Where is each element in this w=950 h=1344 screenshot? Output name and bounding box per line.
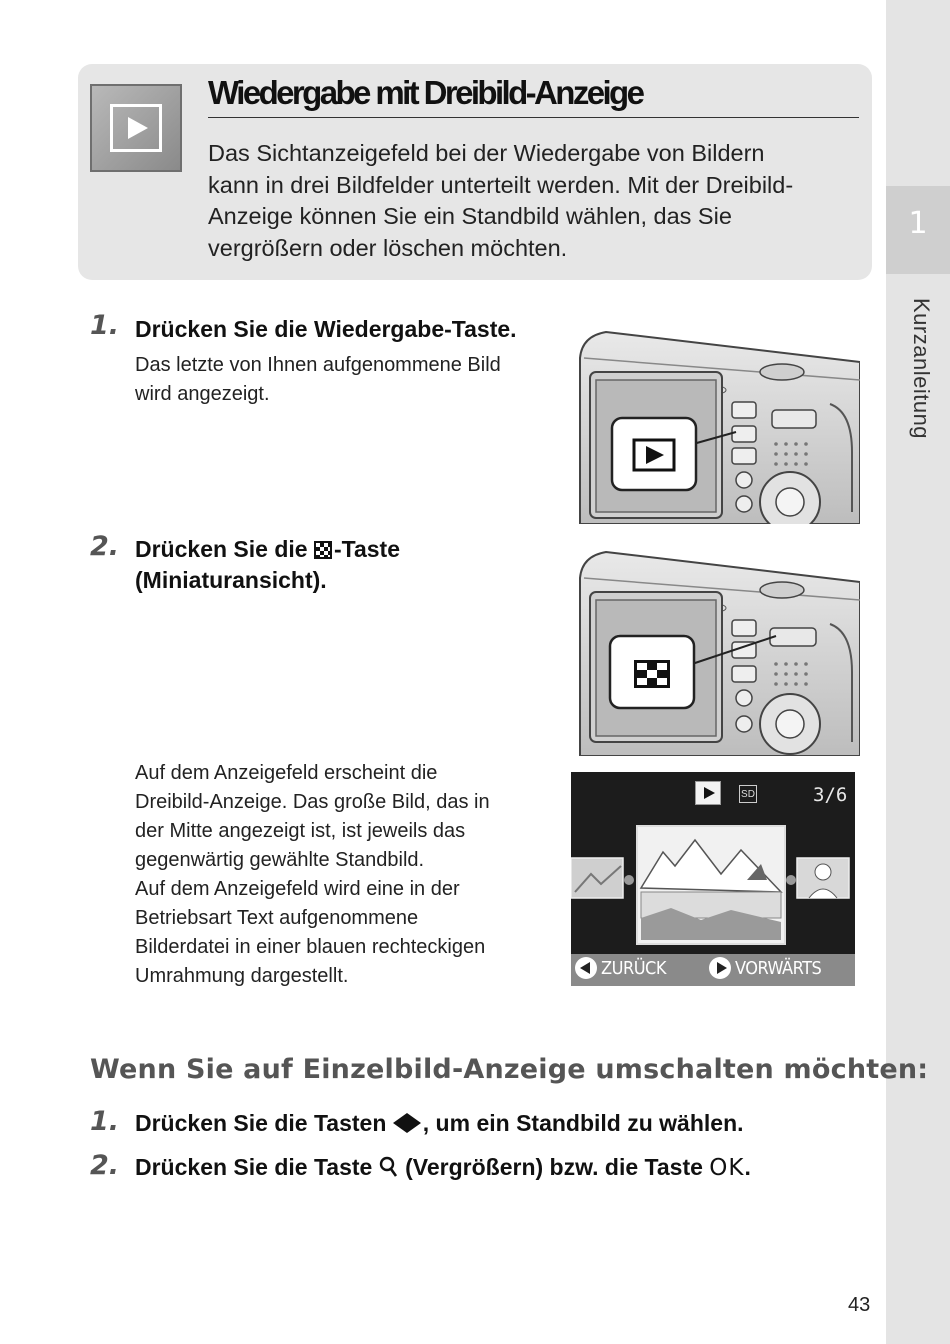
substep-2-mid: (Vergrößern) bzw. die Taste <box>398 1154 710 1180</box>
intro-text <box>208 138 858 264</box>
camera-illustration-thumbnail-button <box>576 542 860 756</box>
three-frame-screen <box>571 772 855 986</box>
intro-line: Anzeige können Sie ein Standbild wählen, das Sie <box>208 203 732 229</box>
page-title: Wiedergabe mit Dreibild-Anzeige <box>208 74 643 111</box>
chapter-label <box>880 298 950 458</box>
ok-key-label: OK <box>709 1155 745 1181</box>
step-2-line: Betriebsart Text aufgenommene <box>135 907 419 929</box>
substep-1-text <box>135 1108 875 1139</box>
intro-line: Das Sichtanzeigefeld bei der Wiedergabe von Bildern <box>208 140 765 166</box>
step-2-line: Dreibild-Anzeige. Das große Bild, das in <box>135 791 490 813</box>
step-1-line: Das letzte von Ihnen aufgenommene Bild <box>135 354 501 376</box>
step-1-body <box>135 351 555 409</box>
step-2-line: der Mitte angezeigt ist, ist jeweils das <box>135 820 466 842</box>
step-2-line: Auf dem Anzeigefeld erscheint die <box>135 762 438 784</box>
step-2-heading <box>135 534 555 596</box>
camera-illustration-play-button <box>576 322 860 524</box>
step-2-line: Auf dem Anzeigefeld wird eine in der <box>135 878 460 900</box>
step-1-number: 1. <box>90 310 120 341</box>
title-rule <box>208 117 859 118</box>
step-2-body <box>135 759 555 991</box>
magnify-icon <box>379 1156 399 1178</box>
thumbnail-frames <box>571 822 855 952</box>
substep-2-post: . <box>744 1154 751 1180</box>
step-2-number: 2. <box>90 531 120 562</box>
intro-line: vergrößern oder löschen möchten. <box>208 234 568 261</box>
substep-2-number: 2. <box>90 1150 120 1181</box>
chapter-number: 1 <box>908 206 928 241</box>
right-arrow-icon <box>709 957 731 979</box>
intro-line: kann in drei Bildfelder unterteilt werden. Mit der Dreibild- <box>208 171 794 198</box>
play-icon <box>90 84 182 172</box>
substep-1-post: , um ein Standbild zu wählen. <box>422 1110 744 1136</box>
image-counter: 3/6 <box>813 784 848 806</box>
sd-card-icon: SD <box>739 785 757 803</box>
substep-1-pre: Drücken Sie die Tasten <box>135 1110 393 1136</box>
section-heading: Wenn Sie auf Einzelbild-Anzeige umschalten möchten: <box>90 1054 929 1085</box>
step-2-heading-pre: Drücken Sie die <box>135 536 314 562</box>
substep-2-text <box>135 1152 875 1184</box>
step-2-line: Bilderdatei in einer blauen rechteckigen <box>135 936 486 958</box>
back-label: ZURÜCK <box>601 958 666 979</box>
thumbnail-icon <box>314 541 332 559</box>
chapter-label-text: Kurzanleitung <box>909 298 934 440</box>
substep-2-pre: Drücken Sie die Taste <box>135 1154 379 1180</box>
play-icon <box>695 781 721 805</box>
left-arrow-icon <box>393 1113 407 1133</box>
forward-label: VORWÄRTS <box>735 958 822 979</box>
substep-1-number: 1. <box>90 1106 120 1137</box>
step-2-heading-line2: (Miniaturansicht). <box>135 567 327 593</box>
step-1-heading: Drücken Sie die Wiedergabe-Taste. <box>135 316 517 342</box>
step-2-line: Umrahmung dargestellt. <box>135 965 349 987</box>
page-number: 43 <box>848 1294 871 1316</box>
step-2-line: gegenwärtig gewählte Standbild. <box>135 849 425 871</box>
left-arrow-icon <box>575 957 597 979</box>
step-1-line: wird angezeigt. <box>135 383 270 405</box>
step-2-heading-post: -Taste <box>333 536 401 562</box>
right-arrow-icon <box>407 1113 421 1133</box>
